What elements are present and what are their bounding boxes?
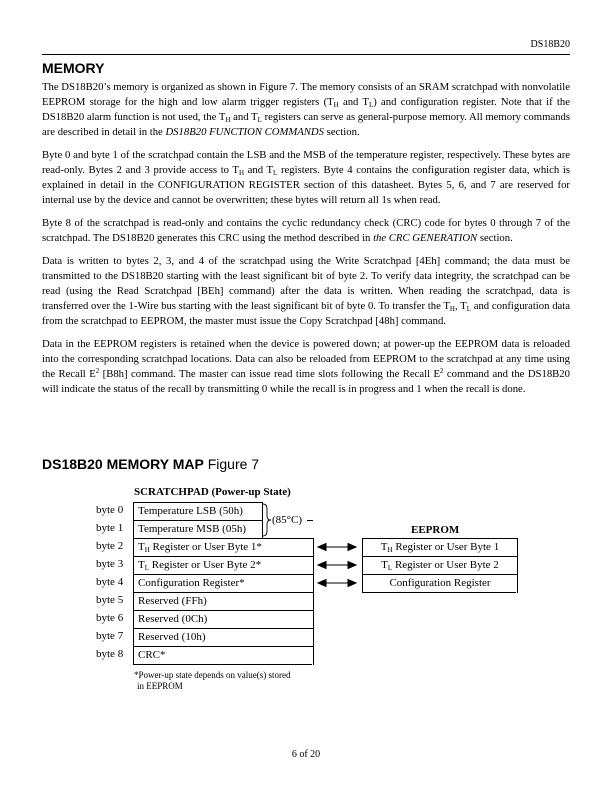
byte-label: byte 3 (96, 558, 124, 570)
scratchpad-byte-6: Reserved (0Ch) (133, 610, 314, 628)
byte-label: byte 5 (96, 594, 124, 606)
sync-arrows (312, 534, 362, 594)
body-text (42, 80, 570, 405)
power-up-footnote: *Power-up state depends on value(s) stored in EEPROM (134, 670, 291, 691)
scratchpad-byte-4: Configuration Register* (133, 574, 314, 592)
eeprom-tl-register: $T_L$ Register or User Byte 2 (362, 556, 518, 574)
byte-label: byte 7 (96, 630, 124, 642)
figure-title: DS18B20 MEMORY MAP Figure 7 (42, 456, 260, 472)
paragraph-2: Byte 0 and byte 1 of the scratchpad contain the LSB and the MSB of the temperature register, respectively. These bytes are read-only. Bytes 2 and 3 provide access to $T_H$ and $T_L$ registers. Byte 4 contains the configuration register data, which is explained in detail in the CONFIGURATION REGISTER section of this datasheet. Bytes 5, 6, and 7 are reserved for internal use by the device and cannot be overwritten; these bytes will return all 1s when read. (42, 149, 570, 206)
scratchpad-byte-8: CRC* (133, 646, 314, 665)
byte-label: byte 1 (96, 522, 124, 534)
arrow-left-icon (318, 562, 326, 569)
scratchpad-byte-1: Temperature MSB (05h) (133, 520, 263, 538)
doc-id-header: DS18B20 (530, 39, 570, 50)
eeprom-bottom-border (362, 592, 516, 593)
paragraph-4: Data is written to bytes 2, 3, and 4 of the scratchpad using the Write Scratchpad [4Eh] command; the data must be transmitted to the DS18B20 starting with the least significant bit of byte 2. To verify data integrity, the scratchpad can be read (using the Read Scratchpad [BEh] command) after the data is written. When reading the scratchpad, data is transferred over the 1-Wire bus starting with the least significant bit of byte 0. To transfer the $T_H$, $T_L$ and configuration data from the scratchpad to EEPROM, the master must issue the Copy Scratchpad [48h] command. (42, 255, 570, 327)
paragraph-5: Data in the EEPROM registers is retained when the device is powered down; at power-up the EEPROM data is reloaded into the corresponding scratchpad locations. Data can also be reloaded from EEPROM to the scratchpad at any time using the Recall $E^2$ [B8h] command. The master can issue read time slots following the Recall $E^2$ command and the DS18B20 will indicate the status of the recall by transmitting 0 while the recall is in progress and 1 when the recall is done. (42, 338, 570, 395)
scratchpad-byte-3: $T_L$ Register or User Byte 2* (133, 556, 314, 574)
arrow-right-icon (348, 580, 356, 587)
scratchpad-bottom-border (133, 664, 312, 665)
paragraph-3: Byte 8 of the scratchpad is read-only and contains the cyclic redundancy check (CRC) code for bytes 0 through 7 of the scratchpad. The DS18B20 generates this CRC using the method described in the CRC GENERATION section. (42, 217, 570, 244)
eeprom-title: EEPROM (411, 524, 460, 536)
scratchpad-title: SCRATCHPAD (Power-up State) (134, 486, 291, 498)
header-rule (42, 54, 570, 55)
paragraph-1: The DS18B20’s memory is organized as shown in Figure 7. The memory consists of an SRAM scratchpad with nonvolatile EEPROM storage for the high and low alarm trigger registers ($T_H$ and $T_L$) and configuration register. Note that if the DS18B20 alarm function is not used, the $T_H$ and $T_L$ registers can serve as general-purpose memory. All memory commands are described in detail in the DS18B20 FUNCTION COMMANDS section. (42, 81, 570, 138)
byte-label: byte 2 (96, 540, 124, 552)
eeprom-config-register: Configuration Register (362, 574, 518, 593)
arrow-right-icon (348, 544, 356, 551)
scratchpad-byte-5: Reserved (FFh) (133, 592, 314, 610)
arrow-right-icon (348, 562, 356, 569)
scratchpad-byte-2: $T_H$ Register or User Byte 1* (133, 538, 314, 556)
scratchpad-byte-0: Temperature LSB (50h) (133, 502, 263, 520)
byte-label: byte 0 (96, 504, 124, 516)
byte-label: byte 8 (96, 648, 124, 660)
scratchpad-byte-7: Reserved (10h) (133, 628, 314, 646)
page-number: 6 of 20 (291, 749, 321, 760)
arrow-left-icon (318, 580, 326, 587)
arrow-left-icon (318, 544, 326, 551)
temp-note-dash (307, 520, 313, 521)
brace-icon (262, 503, 272, 537)
byte-label: byte 6 (96, 612, 124, 624)
eeprom-th-register: $T_H$ Register or User Byte 1 (362, 538, 518, 556)
byte-label: byte 4 (96, 576, 124, 588)
power-up-temp-note: (85°C) (272, 514, 303, 526)
section-title: MEMORY (42, 60, 105, 76)
